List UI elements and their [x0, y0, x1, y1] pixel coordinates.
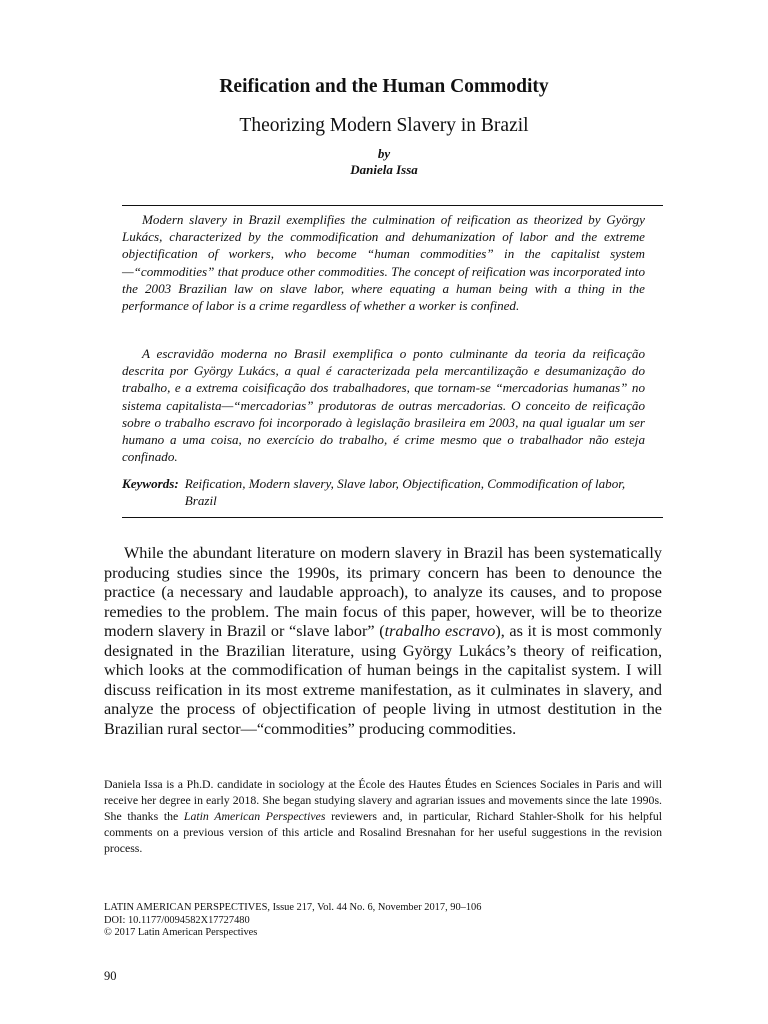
publication-footer	[104, 902, 481, 940]
keywords-list: Reification, Modern slavery, Slave labor, Objectification, Commodification of labor, Brazil	[184, 476, 626, 509]
article-subtitle: Theorizing Modern Slavery in Brazil	[239, 115, 529, 136]
citation-line: LATIN AMERICAN PERSPECTIVES, Issue 217, Vol. 44 No. 6, November 2017, 90–106	[104, 902, 482, 913]
doi-line: DOI: 10.1177/0094582X17727480	[104, 914, 250, 926]
author-name: Daniela Issa	[350, 162, 418, 177]
body-text-italic-term: trabalho escravo	[384, 622, 496, 640]
abstract-bottom-rule	[122, 517, 663, 518]
keywords-label: Keywords:	[122, 476, 179, 491]
copyright-line: © 2017 Latin American Perspectives	[104, 927, 258, 938]
body-paragraph	[104, 544, 662, 739]
byline-by: by	[377, 146, 391, 161]
abstract-english: Modern slavery in Brazil exemplifies the culmination of reification as theorized by György Lukács, characterized by the commodification and dehumanization of labor and the extreme objectification of workers, who become “human commodities” in the capitalist system—“commodities” that produce other commodities. The concept of reification was incorporated into the 2003 Brazilian law on slave labor, where equating a human being with a thing in the performance of labor is a crime regardless of whether a worker is confined.	[122, 212, 645, 314]
author-note-part1: Daniela Issa is a Ph.D. candidate in sociology at the École des Hautes Études en Sciences Sociales in Paris and will receive her degree in early 2018. She began studying slavery and agrarian issues and movements since the late 1990s. She thanks the	[104, 777, 662, 823]
journal-name: Latin American Perspectives	[183, 809, 326, 823]
author-note-part2: reviewers and, in particular, Richard Stahler-Sholk for his helpful comments on a previous version of this article and Rosalind Bresnahan for her useful suggestions in the revision process.	[104, 809, 662, 855]
author-note	[104, 776, 662, 856]
body-text-part2: ), as it is most commonly designated in the Brazilian literature, using György Lukács’s theory of reification, which looks at the commodification of human beings in the capitalist system. I will discuss reification in its most extreme manifestation, as it culminates in slavery, and analyze the process of objectification of people living in utmost destitution in the Brazilian rural sector—“commodities” producing commodities.	[104, 622, 662, 738]
keywords	[122, 475, 645, 509]
abstract-portuguese: A escravidão moderna no Brasil exemplifica o ponto culminante da teoria da reificação descrita por György Lukács, a qual é caracterizada pela mercantilização e desumanização do trabalho, e a extrema coisificação dos trabalhadores, que tornam-se “mercadorias humanas” no sistema capitalista—“mercadorias” produtoras de outras mercadorias. O conceito de reificação sobre o trabalho escravo foi incorporado à legislação brasileira em 2003, na qual igualar um ser humano a uma coisa, no exercício do trabalho, é crime mesmo que o trabalhador não esteja confinado.	[122, 346, 645, 465]
abstract-top-rule	[122, 205, 663, 206]
article-title: Reification and the Human Commodity	[219, 76, 549, 97]
body-text-part1: While the abundant literature on modern slavery in Brazil has been systematically producing studies since the 1990s, its primary concern has been to denounce the practice (a necessary and laudable approach), to analyze its causes, and to propose remedies to the problem. The main focus of this paper, however, will be to theorize modern slavery in Brazil or “slave labor” (	[104, 544, 662, 640]
page-number: 90	[104, 969, 117, 983]
